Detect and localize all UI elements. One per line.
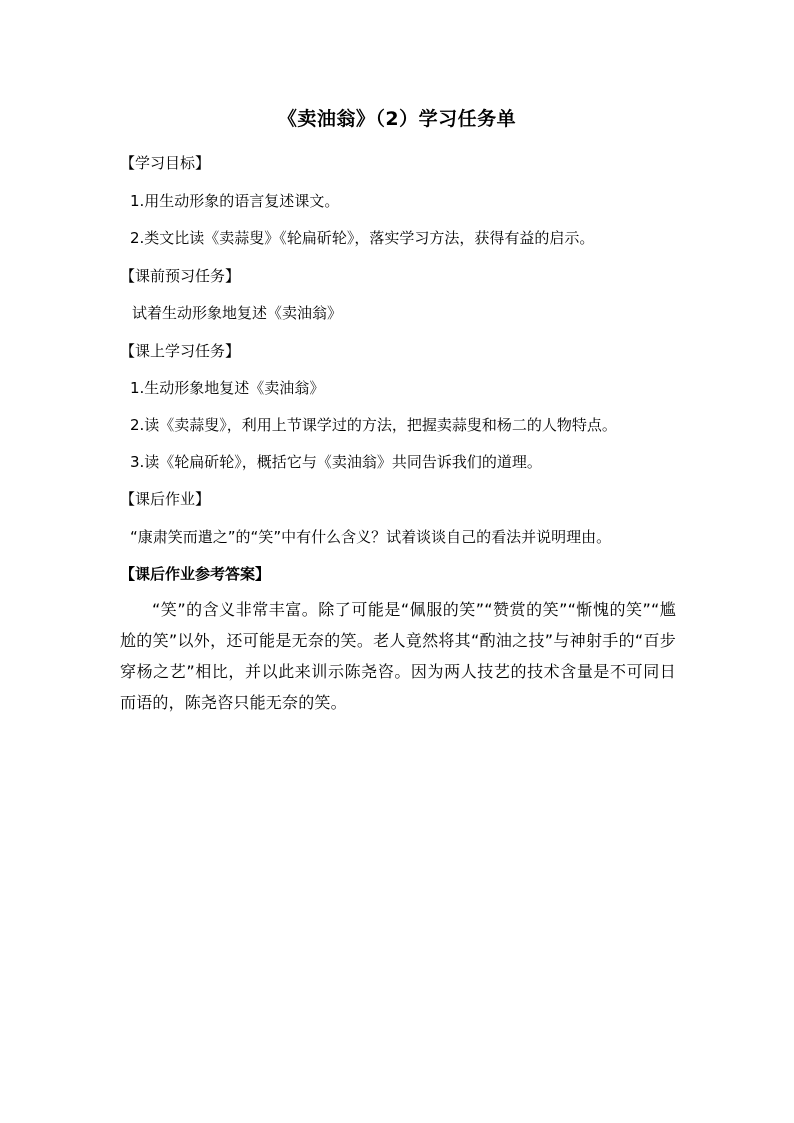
inclass-item-1: 1.生动形象地复述《卖油翁》 [130, 379, 325, 397]
goal-item-1: 1.用生动形象的语言复述课文。 [130, 192, 340, 210]
section-heading-goals: 【学习目标】 [120, 154, 211, 172]
document-title: 《卖油翁》（2）学习任务单 [277, 108, 517, 130]
section-heading-answer: 【课后作业参考答案】 [120, 565, 271, 583]
answer-paragraph: “笑”的含义非常丰富。除了可能是“佩服的笑”“赞赏的笑”“惭愧的笑”“尴尬的笑”以外，还可能是无奈的笑。老人竟然将其“酌油之技”与神射手的“百步穿杨之艺”相比，并以此来训示陈尧咨。因为两人技艺的技术含量是不可同日而语的，陈尧咨只能无奈的笑。 [120, 600, 676, 712]
inclass-item-3: 3.读《轮扁斫轮》，概括它与《卖油翁》共同告诉我们的道理。 [130, 453, 542, 471]
inclass-item-2: 2.读《卖蒜叟》，利用上节课学过的方法，把握卖蒜叟和杨二的人物特点。 [130, 416, 617, 434]
preview-item-1: 试着生动形象地复述《卖油翁》 [132, 304, 343, 322]
section-heading-inclass: 【课上学习任务】 [120, 342, 241, 360]
goal-item-2: 2.类文比读《卖蒜叟》《轮扁斫轮》，落实学习方法，获得有益的启示。 [130, 229, 595, 247]
section-heading-preview: 【课前预习任务】 [120, 267, 241, 285]
homework-item-1: “康肃笑而遣之”的“笑”中有什么含义？试着谈谈自己的看法并说明理由。 [130, 528, 612, 546]
section-heading-homework: 【课后作业】 [120, 490, 211, 508]
